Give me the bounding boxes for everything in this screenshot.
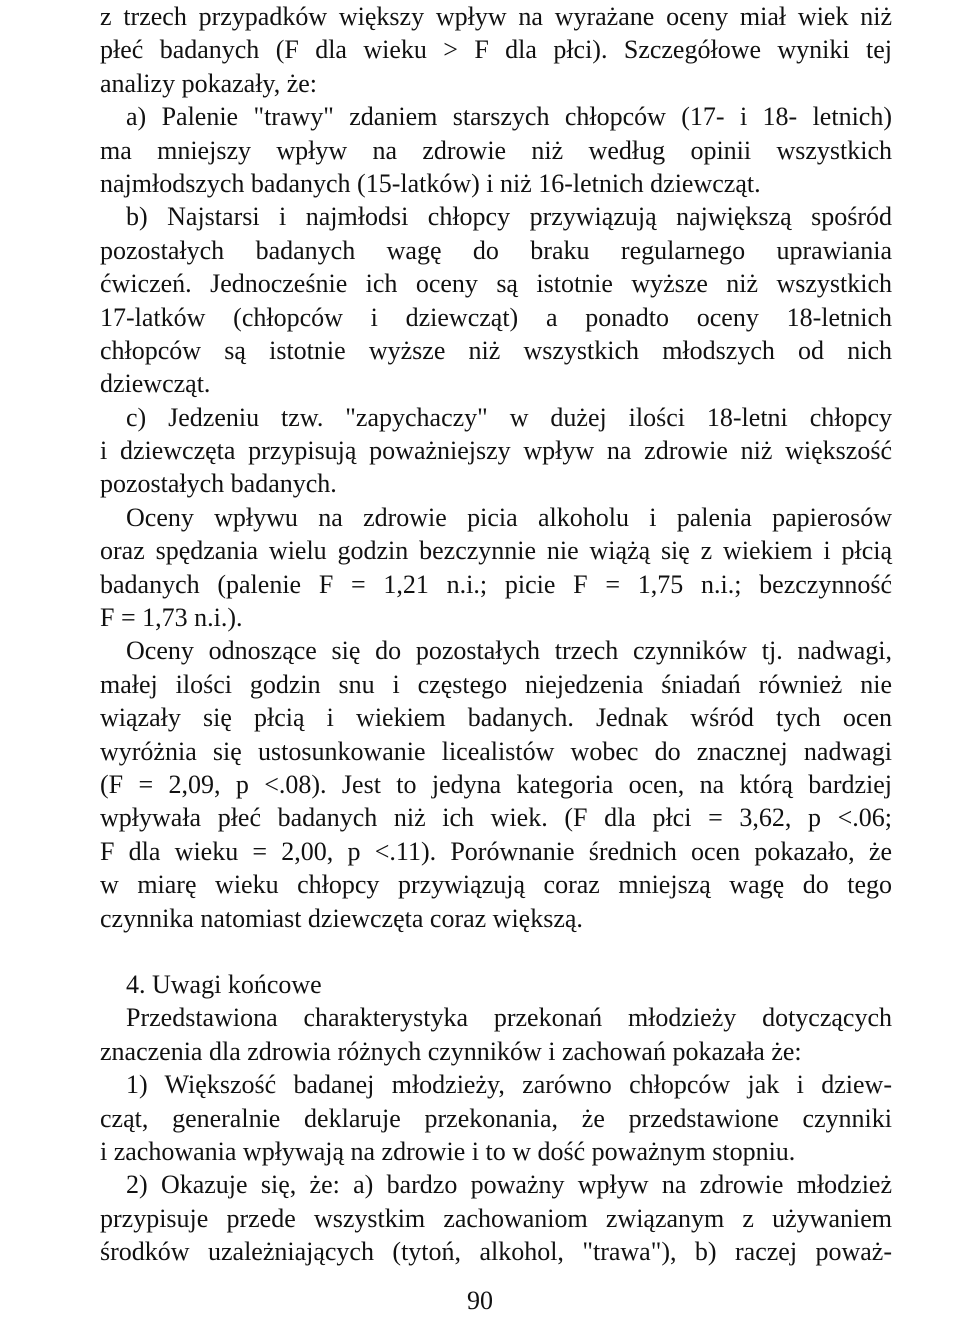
page-number: 90 — [467, 1286, 493, 1315]
text-line: 17-latków (chłopców i dziewcząt) a ponadto oceny 18-letnich — [100, 302, 892, 332]
text-line: znaczenia dla zdrowia różnych czynników i zachowań pokazała że: — [100, 1036, 802, 1066]
text-line: i dziewczęta przypisują poważniejszy wpływ na zdrowie niż większość — [100, 436, 892, 466]
text-line: analizy pokazały, że: — [100, 68, 318, 98]
document-page — [100, 0, 892, 1268]
list-item-2: 2) Okazuje się, że: a) bardzo poważny wpływ na zdrowie młodzież — [126, 1170, 892, 1200]
text-line: dziewcząt. — [100, 369, 211, 399]
list-item-b: b) Najstarsi i najmłodsi chłopcy przywiązują największą spośród — [126, 202, 892, 232]
text-line: pozostałych badanych wagę do braku regularnego uprawiania — [100, 235, 892, 265]
text-line: pozostałych badanych. — [100, 469, 337, 499]
text-line: oraz spędzania wielu godzin bezczynnie nie wiążą się z wiekiem i płcią — [100, 536, 892, 566]
text-line: płeć badanych (F dla wieku > F dla płci). Szczegółowe wyniki tej — [100, 35, 892, 65]
text-line: badanych (palenie F = 1,21 n.i.; picie F = 1,75 n.i.; bezczynność — [100, 569, 892, 599]
text-line: wyróżnia się ustosunkowanie licealistów wobec do znacznej nadwagi — [100, 736, 892, 766]
text-line: najmłodszych badanych (15-latków) i niż 16-letnich dziewcząt. — [100, 168, 761, 198]
text-line: czynnika natomiast dziewczęta coraz większą. — [100, 903, 583, 933]
text-line: małej ilości godzin snu i częstego niejedzenia śniadań również nie — [100, 669, 892, 699]
list-item-1: 1) Większość badanej młodzieży, zarówno chłopców jak i dziew- — [126, 1070, 892, 1100]
text-line: środków uzależniających (tytoń, alkohol, "trawa"), b) raczej poważ- — [100, 1237, 892, 1267]
text-line: F = 1,73 n.i.). — [100, 603, 243, 633]
text-line: z trzech przypadków większy wpływ na wyrażane oceny miał wiek niż — [100, 2, 892, 31]
text-line: chłopców są istotnie wyższe niż wszystkich młodszych od nich — [100, 335, 892, 365]
text-line: przypisuje przede wszystkim zachowaniom związanym z używaniem — [100, 1203, 892, 1233]
list-item-a: a) Palenie "trawy" zdaniem starszych chłopców (17- i 18- letnich) — [126, 102, 892, 132]
text-line: ma mniejszy wpływ na zdrowie niż według opinii wszystkich — [100, 135, 892, 165]
text-line: wiązały się płcią i wiekiem badanych. Jednak wśród tych ocen — [100, 703, 892, 733]
text-line: F dla wieku = 2,00, p <.11). Porównanie średnich ocen pokazało, że — [100, 836, 892, 866]
section-heading: 4. Uwagi końcowe — [126, 969, 322, 999]
paragraph-start: Przedstawiona charakterystyka przekonań młodzieży dotyczących — [126, 1003, 892, 1033]
text-line: i zachowania wpływają na zdrowie i to w dość poważnym stopniu. — [100, 1136, 796, 1166]
text-line: wpływała płeć badanych niż ich wiek. (F dla płci = 3,62, p <.06; — [100, 803, 892, 833]
text-line: ćwiczeń. Jednocześnie ich oceny są istotnie wyższe niż wszystkich — [100, 269, 892, 299]
text-line: w miarę wieku chłopcy przywiązują coraz mniejszą wagę do tego — [100, 870, 892, 900]
list-item-c: c) Jedzeniu tzw. "zapychaczy" w dużej ilości 18-letni chłopcy — [126, 402, 892, 432]
text-line: cząt, generalnie deklaruje przekonania, że przedstawione czynniki — [100, 1103, 892, 1133]
paragraph-start: Oceny odnoszące się do pozostałych trzech czynników tj. nadwagi, — [126, 636, 892, 666]
text-line: (F = 2,09, p <.08). Jest to jedyna kategoria ocen, na którą bardziej — [100, 769, 892, 799]
paragraph-start: Oceny wpływu na zdrowie picia alkoholu i palenia papierosów — [126, 502, 892, 532]
